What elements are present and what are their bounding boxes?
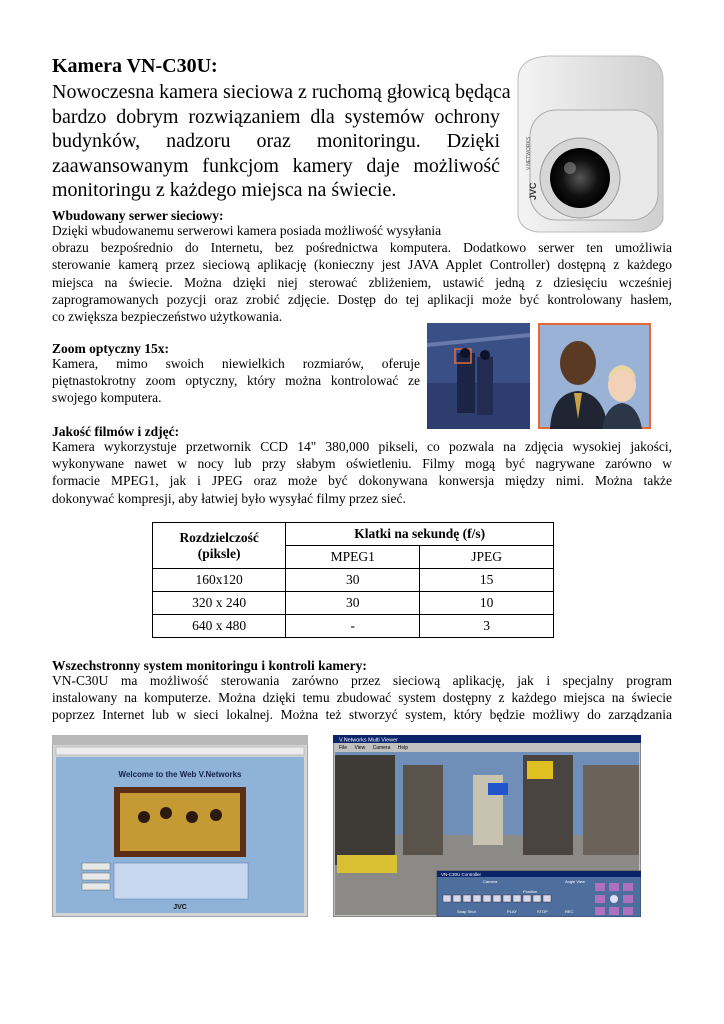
web-interface-screenshot [52,735,308,917]
camera-image [508,50,668,235]
ctrl-label-snapshot[interactable]: Snap Shot [457,909,476,914]
table-cell: 3 [420,615,554,638]
ctrl-label-stop[interactable]: STOP [537,909,548,914]
intro-line: monitoringu z każdego miejsca na świecie. [52,179,397,201]
web-welcome-text: Welcome to the Web V.Networks [118,770,242,779]
app-title-text: V.Networks Multi Viewer [339,737,398,744]
monitoring-line: instalowany na komputerze. Można dzięki temu zbudować system dostępny z każdego miejsca na świecie [52,690,672,706]
zoom-line: Kamera, mimo swoich niewielkich rozmiarów, oferuje [52,356,420,371]
app-menu-item[interactable]: Help [397,745,409,751]
ctrl-label-camera: Camera [483,879,498,884]
section-heading-monitoring: Wszechstronny system monitoringu i kontroli kamery: [52,658,367,673]
table-subheader-jpeg: JPEG [420,546,554,569]
camera-side-label: V.NETWORKS [526,136,532,170]
app-menu-item[interactable]: Camera [372,745,391,751]
table-cell: 30 [286,592,420,615]
viewer-app-screenshot [333,735,641,917]
zoom-line: piętnastokrotny zoom optyczny, który można kontrolować ze [52,373,420,389]
table-row [153,592,554,615]
quality-line: dokonywać kompresji, aby łatwiej było wysyłać filmy przez sieć. [52,490,406,506]
server-line: sterowanie kamerą przez sieciową aplikację (konieczny jest JAVA Applet Controller) dostępną z każdego [52,257,672,273]
server-line: obrazu bezpośrednio do Internetu, bez pośrednictwa komputera. Dodatkowo serwer ten umożliwia [52,240,672,256]
camera-brand-label: JVC [528,182,538,200]
zoom-wide-image [427,323,530,429]
intro-line: budynków, nadzoru oraz monitoringu. Dzięki [52,130,500,152]
section-heading-quality: Jakość filmów i zdjęć: [52,424,180,439]
section-body-monitoring [52,672,672,724]
quality-line: formacie MPEG1, jak i JPEG oraz może być dokonywana konwersja między nimi. Można także [52,473,672,489]
table-header-resolution: Rozdzielczość (piksle) [153,523,286,569]
intro-line: zaawansowanym funkcjom kamery daje możliwość [52,154,500,177]
section-heading-zoom: Zoom optyczny 15x: [52,341,169,356]
framerate-table [152,522,554,638]
ctrl-title-text: VN-C30U Controller [441,871,482,877]
intro-paragraph [52,80,511,203]
table-row [153,615,554,638]
quality-line: wykonywane nawet w nocy lub przy słabym oświetleniu. Filmy mogą być nagrywane zarówno w [52,456,672,472]
server-line: co zwiększa bezpieczeństwo użytkowania. [52,309,283,325]
ctrl-label-play[interactable]: PLAY [507,909,517,914]
web-logo-text: JVC [173,904,187,911]
monitoring-line: VN-C30U ma możliwość sterowania zarówno przez sieciową aplikację, jak i specjalny program [52,673,672,688]
quality-line: Kamera wykorzystuje przetwornik CCD 14" 380,000 pikseli, co pozwala na zdjęcia wysokiej jakości, [52,439,672,454]
section-body-server [52,222,672,325]
intro-line: Nowoczesna kamera sieciowa z ruchomą głowicą będąca [52,81,511,103]
ctrl-label-position: Position [523,889,538,894]
server-line: miejsca na świecie. Można dzięki niej sterować zbliżeniem, ustawić jedną z dziesięciu wcześniej [52,274,672,290]
intro-line: bardzo dobrym rozwiązaniem dla systemów ochrony [52,105,500,128]
section-heading-server: Wbudowany serwer sieciowy: [52,208,224,223]
server-line: zaprogramowanych pozycji oraz zrobić zdjęcie. Dostęp do tej aplikacji może być kontrolowany hasłem, [52,291,672,307]
table-cell: - [286,615,420,638]
app-menu-item[interactable]: File [339,745,348,751]
table-subheader-mpeg1: MPEG1 [286,546,420,569]
table-cell: 160x120 [153,569,286,592]
table-cell: 320 x 240 [153,592,286,615]
monitoring-line: poprzez Internet lub w sieci lokalnej. Można też stworzyć system, który będzie możliwy do zarządzania [52,707,672,723]
app-menu-item[interactable]: View [354,745,366,751]
server-line: Dzięki wbudowanemu serwerowi kamera posiada możliwość wysyłania [52,223,442,238]
table-cell: 640 x 480 [153,615,286,638]
table-row [153,569,554,592]
section-body-zoom [52,355,420,407]
table-cell: 30 [286,569,420,592]
zoom-line: swojego komputera. [52,390,162,406]
table-cell: 15 [420,569,554,592]
zoom-close-image [538,323,651,429]
ctrl-label-angle: Angle View [565,879,585,884]
ctrl-label-rec[interactable]: REC [565,909,574,914]
table-header-fps: Klatki na sekundę (f/s) [286,523,554,546]
table-cell: 10 [420,592,554,615]
page-title: Kamera VN-C30U: [52,55,218,77]
section-body-quality [52,438,672,507]
